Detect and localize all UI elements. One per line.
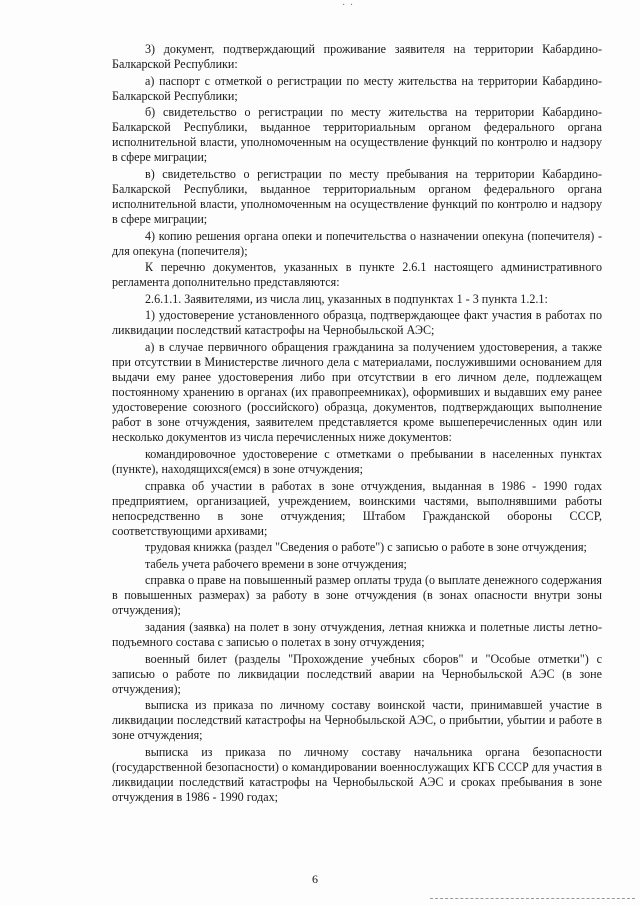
- paragraph: выписка из приказа по личному составу воинской части, принимавшей участие в ликвидации последствий катастрофы на Чернобыльской АЭС, о прибытии, убытии и работе в зоне отчуждения;: [112, 698, 602, 743]
- paragraph: а) паспорт с отметкой о регистрации по месту жительства на территории Кабардино-Балкарской Республики;: [112, 73, 602, 103]
- paragraph: справка о праве на повышенный размер оплаты труда (о выплате денежного содержания в повышенных размерах) за работу в зоне отчуждения (в зонах опасности внутри зоны отчуждения);: [112, 573, 602, 618]
- scan-mark: · ·: [342, 0, 355, 11]
- paragraph: 1) удостоверение установленного образца, подтверждающее факт участия в работах по ликвидации последствий катастрофы на Чернобыльской АЭС;: [112, 308, 602, 338]
- paragraph: б) свидетельство о регистрации по месту жительства на территории Кабардино-Балкарской Республики, выданное территориальным органом федерального органа исполнительной власти, уполномоченным на осуществление функций по контролю и надзору в сфере миграции;: [112, 105, 602, 165]
- paragraph: справка об участии в работах в зоне отчуждения, выданная в 1986 - 1990 годах предприятием, организацией, учреждением, воинскими частями, выполнявшими работы непосредственно в зоне отчуждения; Штабом Гражданской обороны СССР, соответствующими архивами;: [112, 478, 602, 538]
- paragraph: в) свидетельство о регистрации по месту пребывания на территории Кабардино-Балкарской Республики, выданное территориальным органом федерального органа исполнительной власти, уполномоченным на осуществление функций по контролю и надзору в сфере миграции;: [112, 166, 602, 227]
- footer-rule: [430, 898, 635, 899]
- paragraph: 2.6.1.1. Заявителями, из числа лиц, указанных в подпунктах 1 - 3 пункта 1.2.1:: [145, 291, 548, 306]
- page-number: 6: [312, 872, 318, 886]
- paragraph: командировочное удостоверение с отметками о пребывании в населенных пунктах (пункте), находящихся(емся) в зоне отчуждения;: [112, 446, 602, 477]
- paragraph: табель учета рабочего времени в зоне отчуждения;: [145, 556, 407, 571]
- paragraph: задания (заявка) на полет в зону отчуждения, летная книжка и полетные листы летно-подъемного состава с записью о полетах в зону отчуждения;: [112, 619, 602, 650]
- paragraph: выписка из приказа по личному составу начальника органа безопасности (государственной безопасности) о командировании военнослужащих КГБ СССР для участия в ликвидации последствий катастрофы на Чернобыльской АЭС и сроках пребывания в зоне отчуждения в 1986 - 1990 годах;: [112, 744, 602, 805]
- paragraph: а) в случае первичного обращения гражданина за получением удостоверения, а также при отсутствии в Министерстве личного дела с материалами, послужившими основанием для выдачи ему ранее удостоверения либо при отсутствии в его личном деле, подлежащем постоянному хранению в органах (их правопреемниках), оформивших и выдавших ему ранее удостоверение союзного (российского) образца, документов, подтверждающих выполнение работ в зоне отчуждения, заявителем представляется кроме вышеперечисленных один или несколько документов из числа перечисленных ниже документов:: [112, 339, 602, 445]
- document-body: [112, 42, 602, 807]
- paragraph: трудовая книжка (раздел "Сведения о работе") с записью о работе в зоне отчуждения;: [145, 540, 587, 555]
- paragraph: 3) документ, подтверждающий проживание заявителя на территории Кабардино-Балкарской Республики:: [112, 42, 602, 72]
- paragraph: К перечню документов, указанных в пункте 2.6.1 настоящего административного регламента дополнительно представляются:: [112, 260, 602, 290]
- paragraph: военный билет (разделы "Прохождение учебных сборов" и "Особые отметки") с записью о работе по ликвидации последствий аварии на Чернобыльской АЭС (в зоне отчуждения);: [112, 651, 602, 696]
- paragraph: 4) копию решения органа опеки и попечительства о назначении опекуна (попечителя) - для опекуна (попечителя);: [112, 228, 602, 258]
